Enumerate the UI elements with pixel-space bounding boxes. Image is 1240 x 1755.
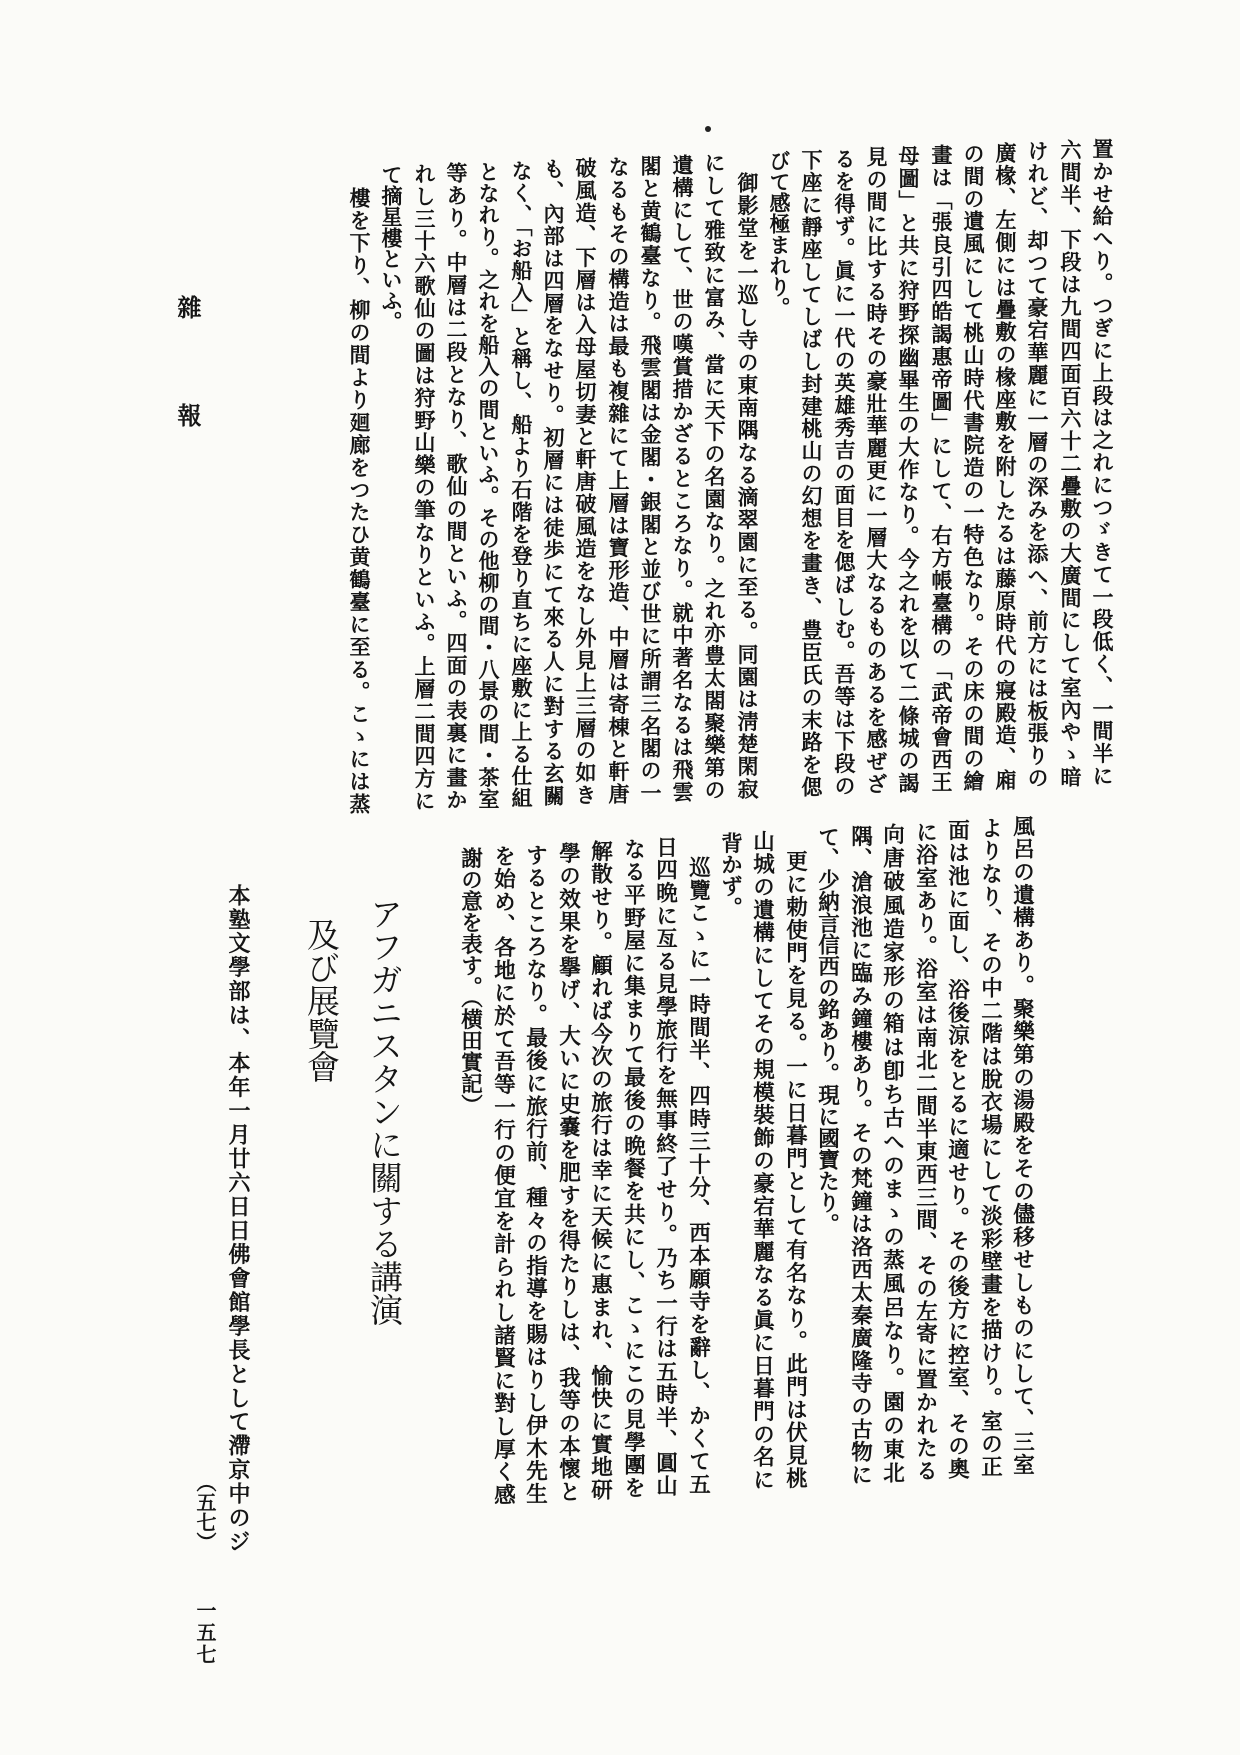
text-column: 畫は「張良引四皓謁惠帝圖」にして、右方帳臺構の「武帝會西王 (929, 144, 954, 792)
text-column: 學の效果を擧げ、大いに史嚢を肥すを得たりしは、我等の本懷と (555, 842, 581, 1502)
text-column: 更に勅使門を見る。一に日暮門として有名なり。此門は伏見桃 (782, 849, 808, 1488)
text-column: 日四晩に亙る見學旅行を無事終了せり。乃ち一行は五時半、圓山 (652, 836, 678, 1496)
text-column: 山城の遺構にしてその規模裝飾の豪宕華麗なる眞に日暮門の名に (749, 830, 775, 1490)
text-column: 母圖」と共に狩野探幽畢生の大作なり。今之れを以て二條城の謁 (896, 145, 921, 793)
text-column: も、內部は四層をなせり。初層には徒歩にて來る人に對する玄關 (541, 158, 566, 806)
text-column: びて感極まれり。 (767, 150, 792, 318)
text-column: にして雅致に富み、當に天下の名園なり。之れ亦豊太閤聚樂第の (702, 152, 727, 800)
text-column: よりなり、その中二階は脫衣場にして淡彩壁畫を描けり。室の正 (977, 817, 1003, 1477)
text-column: なるもその構造は最も複雜にて上層は寶形造、中層は寄棟と軒唐 (606, 156, 631, 804)
text-column: 廣椽、左側には疊敷の椽座敷を附したるは藤原時代の寢殿造、廂 (993, 142, 1018, 790)
text-column: 御影堂を一巡し寺の東南隅なる滴翠園に至る。同園は淸楚閑寂 (735, 172, 760, 800)
text-column: て摘星樓といふ。 (379, 164, 404, 332)
page-number-parenthetical: （五七） (193, 1472, 217, 1552)
text-column: れし三十六歌仙の圖は狩野山樂の筆なりといふ。上層二間四方に (412, 163, 437, 811)
text-column: 向唐破風造家形の箱は卽ち古へのまゝの蒸風呂なり。園の東北 (879, 823, 905, 1483)
text-column: 解散せり。顧れば今次の旅行は幸に天候に惠まれ、愉快に實地研 (587, 840, 613, 1500)
text-column: 隅、滄浪池に臨み鐘樓あり。その梵鐘は洛西太秦廣隆寺の古物に (847, 825, 873, 1486)
article-body-column: 本塾文學部は、本年一月廿六日日佛會館學長として滯京中のジ (225, 884, 251, 1552)
text-column: 背かず。 (717, 832, 743, 918)
text-column: 巡覽こゝに一時間半、四時三十分、西本願寺を辭し、かくて五 (685, 855, 711, 1494)
scan-speck (705, 126, 711, 132)
text-column: 下座に靜座してしばし封建桃山の幻想を畫き、豊臣氏の末路を偲 (799, 149, 824, 797)
text-column: 風呂の遺構あり。聚樂第の湯殿をその儘移せしものにして、三室 (1009, 815, 1035, 1475)
text-column: なる平野屋に集まりて最後の晩餐を共にし、こゝにこの見學團を (620, 838, 646, 1498)
text-column: を始め、各地に於て吾等一行の便宜を計られし諸賢に對し厚く感 (490, 845, 516, 1506)
text-column: に浴室あり。浴室は南北二間半東西三間、その左寄に置かれたる (912, 821, 938, 1481)
text-column: るを得ず。眞に一代の英雄秀吉の面目を偲ばしむ。吾等は下段の (832, 148, 857, 797)
text-column: 置かせ給へり。つぎに上段は之れにつゞきて一段低く、一間半に (1090, 138, 1115, 786)
text-column: 樓を下り、柳の間より廻廊をつたひ黄鶴臺に至る。こゝには蒸 (347, 187, 372, 814)
text-column: 閣と黄鶴臺なり。飛雲閣は金閣・銀閣と並び世に所謂三名閣の一 (638, 155, 663, 803)
text-column: なく、「お船入」と稱し、船より石階を登り直ちに座敷に上る仕組 (509, 160, 534, 809)
text-column: 遺構にして、世の嘆賞措かざるところなり。就中著名なるは飛雲 (670, 154, 695, 802)
article-title: アフガニスタンに關する講演 (365, 897, 404, 1326)
text-column: 見の間に比する時その豪壯華麗更に一層大なるものあるを感ぜざ (864, 146, 889, 794)
text-column: 六間半、下段は九間四面百六十二疊敷の大廣間にして室內やゝ暗 (1058, 139, 1083, 787)
page-number: 一五七 (193, 1600, 217, 1666)
text-column: て、少納言信西の銘あり。現に國寶たり。 (814, 826, 840, 1235)
text-column: 等あり。中層は二段となり、歌仙の間といふ。四面の表裏に畫か (444, 162, 469, 810)
article-title-line2: 及び展覽會 (302, 918, 341, 1083)
section-header: 雜報 (173, 295, 202, 511)
text-column: けれど、却つて豪宕華麗に一層の深みを添へ、前方には板張りの (1025, 140, 1050, 788)
text-column: の間の遺風にして桃山時代書院造の一特色なり。その床の間の繪 (961, 143, 986, 791)
text-column: するところなり。最後に旅行前、種々の指導を賜はりし伊木先生 (522, 844, 548, 1504)
text-column: 破風造、下層は入母屋切妻と軒唐破風造をなし外見上三層の如き (573, 157, 598, 805)
text-column: 謝の意を表す。（横田實記） (457, 847, 483, 1116)
text-column: 面は池に面し、浴後涼をとるに適せり。その後方に控室、その奧 (944, 819, 970, 1479)
text-column: となれり。之れを船入の間といふ。その他柳の間・八景の間・茶室 (476, 161, 501, 809)
